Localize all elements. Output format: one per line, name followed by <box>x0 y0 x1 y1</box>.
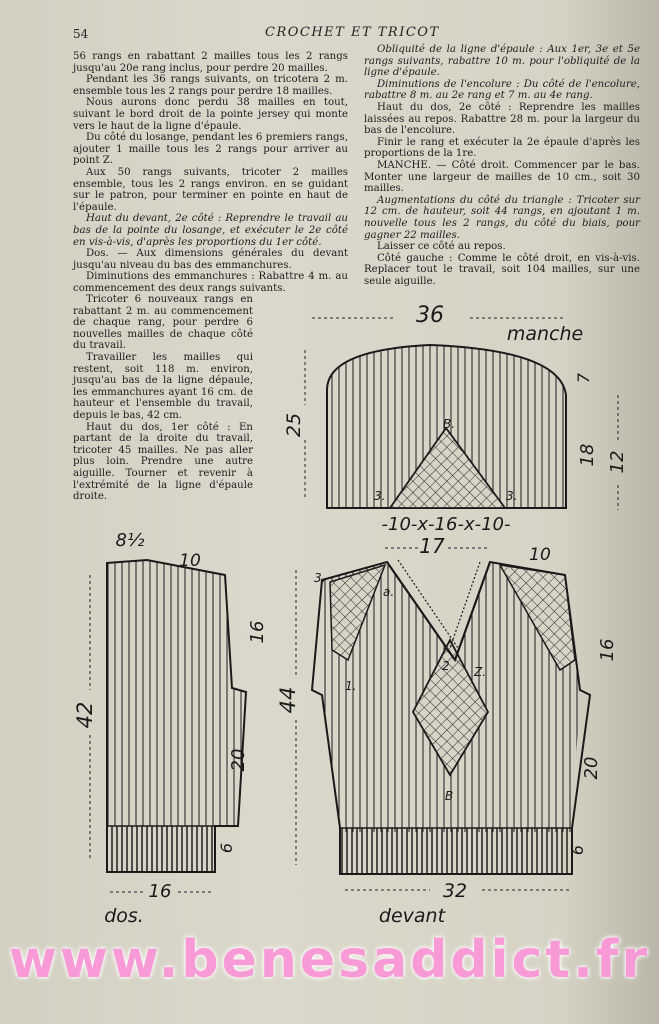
running-title: CROCHET ET TRICOT <box>265 25 440 40</box>
paragraph: Diminutions des emmanchures : Rabattre 4 m. au commencement des deux rangs suivants. <box>73 271 348 294</box>
sleeve-label: manche <box>506 323 584 345</box>
back-bottom-dimension: 16 <box>148 881 172 902</box>
paragraph: Haut du dos, 1er côté : En partant de la droite du travail, tricoter 45 mailles. Ne pas aller plus loin. Prendre une autre aiguille. Tourner et revenir à l'extrémité de la ligne d'épaule droite. <box>73 421 253 503</box>
back-armhole-dimension: 16 <box>247 620 268 644</box>
watermark: www.benesaddict.fr <box>8 930 651 990</box>
back-rib-dimension: 6 <box>217 842 236 854</box>
front-letter-z: Z. <box>474 665 487 679</box>
paragraph: Augmentations du côté du triangle : Tricoter sur 12 cm. de hauteur, soit 44 rangs, en ajoutant 1 m. nouvelle tous les 2 rangs, du côté du biais, pour gagner 22 mailles. <box>364 194 640 241</box>
back-height-dimension: 42 <box>73 701 97 729</box>
paragraph: Dos. — Aux dimensions générales du devant jusqu'au niveau du bas des emmanchures. <box>73 248 348 271</box>
front-letter-2: 2 <box>442 659 450 673</box>
back-body-dimension: 20 <box>228 748 249 772</box>
front-height-dimension: 44 <box>276 686 300 714</box>
page-number: 54 <box>73 27 89 41</box>
front-letter-3: 3. <box>314 571 326 585</box>
back-pattern <box>107 560 246 872</box>
paragraph: Diminutions de l'encolure : Du côté de l'encolure, rabattre 8 m. au 2e rang et 7 m. au 4e rang. <box>364 78 640 102</box>
sleeve-corner-right-letter: 3. <box>506 489 518 503</box>
paragraph: Haut du dos, 2e côté : Reprendre les mailles laissées au repos. Rabattre 28 m. pour la largeur du bas de l'encolure. <box>364 101 640 137</box>
back-top-right-dimension: 10 <box>179 551 201 571</box>
front-top-right-dimension: 10 <box>529 545 551 565</box>
sleeve-bottom-dimension: -10-x-16-x-10- <box>381 514 511 535</box>
paragraph: Travailler les mailles qui restent, soit 118 m. environ, jusqu'au bas de la ligne dépaule, les emmanchures ayant 16 cm. de hauteur et l'ensemble du travail, depuis le bas, 42 cm. <box>73 351 253 421</box>
sleeve-right-outer-dimension: 7 <box>574 372 593 384</box>
paragraph: Laisser ce côté au repos. <box>377 241 506 253</box>
paragraph: Finir le rang et exécuter la 2e épaule d'après les proportions de la 1re. <box>364 136 640 160</box>
paragraph: MANCHE. — Côté droit. Commencer par le bas. Monter une largeur de mailles de 10 cm., soit 30 mailles. <box>364 159 640 195</box>
sleeve-top-dimension: 36 <box>416 303 444 328</box>
back-top-left-dimension: 8½ <box>115 530 145 551</box>
paragraph: Nous aurons donc perdu 38 mailles en tout, suivant le bord droit de la pointe jersey qui monte vers le haut de la ligne d'épaule. <box>73 97 348 132</box>
front-letter-b: B <box>445 789 454 803</box>
front-bottom-dimension: 32 <box>442 880 468 902</box>
front-label: devant <box>378 905 446 927</box>
front-letter-a: a. <box>383 585 395 599</box>
sleeve-point-letter: B. <box>442 417 456 431</box>
paragraph: Pendant les 36 rangs suivants, on tricotera 2 m. ensemble tous les 2 rangs pour perdre 18 mailles. <box>73 74 348 97</box>
paragraph: Aux 50 rangs suivants, tricoter 2 mailles ensemble, tous les 2 rangs environ. en se guidant sur le patron, pour terminer en pointe en haut de l'épaule. <box>73 166 348 213</box>
paragraph: Haut du devant, 2e côté : Reprendre le travail au bas de la pointe du losange, et exécuter le 2e côté en vis-à-vis, d'après les proportions du 1er côté. <box>73 213 348 248</box>
sleeve-corner-left-letter: 3. <box>374 489 386 503</box>
front-letter-1: 1. <box>345 679 357 693</box>
sleeve-height-dimension: 25 <box>283 412 305 438</box>
paragraph: Obliquité de la ligne d'épaule : Aux 1er, 3e et 5e rangs suivants, rabattre 10 m. pour l'obliquité de la ligne d'épaule. <box>364 44 640 79</box>
sleeve-right-inner-dimension: 12 <box>607 450 628 474</box>
sleeve-right-mid-dimension: 18 <box>577 443 598 467</box>
front-body-dimension: 20 <box>581 756 602 780</box>
back-label: dos. <box>104 905 144 927</box>
paragraph: Du côté du losange, pendant les 6 premiers rangs, ajouter 1 maille tous les 2 rangs pour arriver au point Z. <box>73 132 348 167</box>
paragraph: Côté gauche : Comme le côté droit, en vis-à-vis. Replacer tout le travail, soit 104 mailles, sur une seule aiguille. <box>364 252 640 287</box>
paragraph: Tricoter 6 nouveaux rangs en rabattant 2 m. au commencement de chaque rang, pour perdre 6 nouvelles mailles de chaque côté du travail. <box>73 294 253 352</box>
front-armhole-dimension: 16 <box>597 638 618 662</box>
front-pattern <box>310 555 590 874</box>
front-top-dimension: 17 <box>419 534 445 558</box>
paragraph: 56 rangs en rabattant 2 mailles tous les 2 rangs jusqu'au 20e rang inclus, pour perdre 20 mailles. <box>73 51 348 74</box>
front-rib-dimension: 6 <box>568 844 587 856</box>
